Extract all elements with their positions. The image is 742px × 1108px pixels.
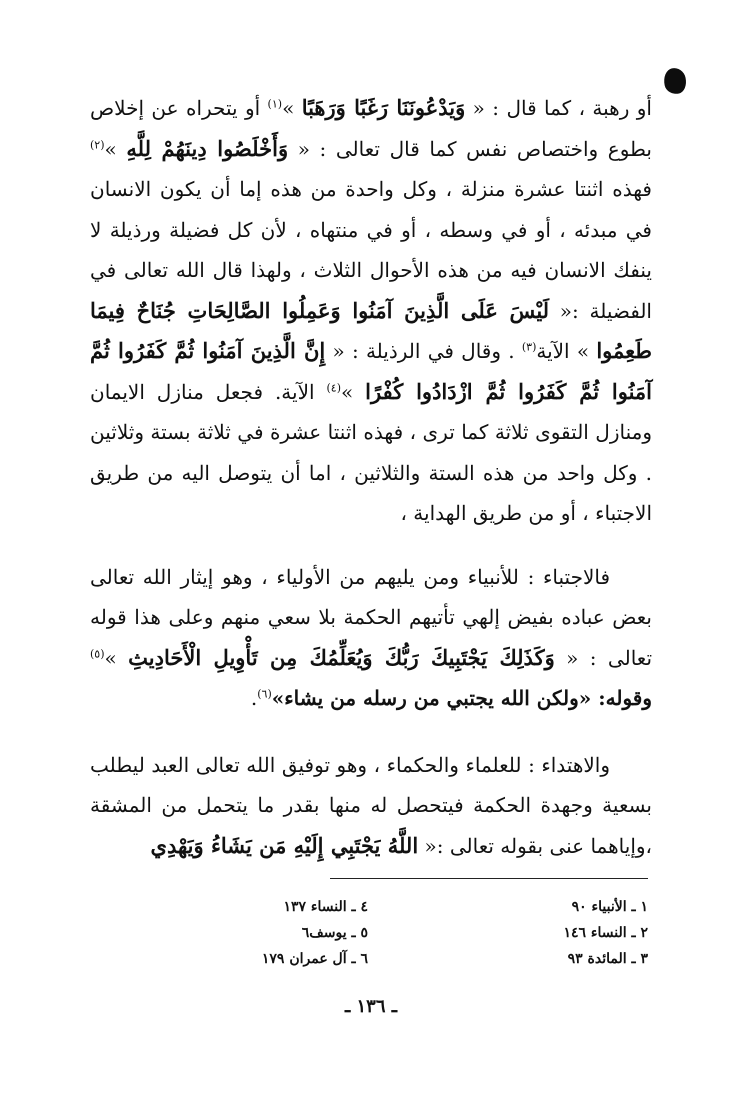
footnotes-column-left (262, 894, 368, 972)
quoted-text: وقوله: «ولكن الله يجتبي من رسله من يشاء» (271, 686, 652, 710)
footnote-1: ١ ـ الأنبياء ٩٠ (571, 899, 648, 915)
text-run: . (250, 686, 258, 710)
footnote-ref: (٦) (257, 687, 272, 701)
text-run: . وقال في الرذيلة : « (325, 339, 522, 363)
footnote-ref: (٥) (90, 646, 105, 660)
quran-quote: اللَّهُ يَجْتَبِي إِلَيْهِ مَن يَشَاءُ وَيَهْدِي (150, 832, 419, 858)
footnote-ref: (٢) (90, 137, 105, 151)
footnote-5: ٥ ـ يوسف٦ (301, 925, 368, 941)
text-run: » (104, 136, 127, 161)
quran-quote: وَيَدْعُونَنَا رَغَبًا وَرَهَبًا (301, 95, 466, 120)
footnote-ref: (٣) (521, 340, 537, 354)
footnote-4: ٤ ـ النساء ١٣٧ (283, 899, 368, 915)
quran-quote: إِنَّ الَّذِينَ آمَنُوا ثُمَّ كَفَرُوا ثُمَّ آمَنُوا ثُمَّ كَفَرُوا ثُمَّ ازْدَادُوا كُفْرًا (90, 338, 653, 404)
footnotes (198, 894, 648, 972)
quran-quote: وَكَذَلِكَ يَجْتَبِيكَ رَبُّكَ وَيُعَلِّمُكَ مِن تَأْوِيلِ الْأَحَادِيثِ (128, 644, 555, 670)
text-run: الآية. فجعل منازل الايمان ومنازل التقوى ثلاثة كما ترى ، فهذه اثنتا عشرة في ثلاثة بستة وثلاثين . وكل واحد من هذه الستة والثلاثين ، اما أن يتوصل اليه من طريق الاجتباء ، أو من طريق الهداية ، (90, 379, 652, 525)
text-run: » (282, 96, 302, 120)
quran-quote: لَيْسَ عَلَى الَّذِينَ آمَنُوا وَعَمِلُوا الصَّالِحَاتِ جُنَاحٌ فِيمَا طَعِمُوا (90, 297, 652, 363)
footnote-divider (330, 878, 648, 879)
body-text (90, 88, 652, 866)
footnote-ref: (٤) (326, 380, 341, 394)
footnotes-column-right (478, 894, 648, 972)
text-run: والاهتداء : للعلماء والحكماء ، وهو توفيق الله تعالى العبد ليطلب بسعية وجهدة الحكمة فيتحصل له منها بقدر ما يتحمل من المشقة ،وإياهما عنى بقوله تعالى :« (90, 752, 652, 858)
page-number: ـ ١٣٦ ـ (344, 996, 398, 1017)
text-run: فهذه اثنتا عشرة منزلة ، وكل واحدة من هذه إما أن يكون الانسان في مبدئه ، أو في وسطه ، أو في منتهاه ، لأن كل فضيلة ورذيلة لا ينفك الانسان فيه من هذه الأحوال الثلاث ، ولهذا قال الله تعالى في الفضيلة :« (90, 177, 652, 323)
text-run: أو يتحراه عن إخلاص بطوع واختصاص نفس كما قال تعالى : « (90, 96, 653, 161)
footnote-3: ٣ ـ المائدة ٩٣ (567, 951, 648, 967)
text-run: » الآية (536, 339, 597, 363)
text-run: » (341, 379, 366, 404)
footnote-2: ٢ ـ النساء ١٤٦ (563, 925, 648, 941)
paragraph-3 (90, 745, 652, 867)
text-run: أو رهبة ، كما قال : « (465, 96, 652, 120)
paragraph-1 (90, 88, 652, 534)
paragraph-2 (90, 557, 652, 719)
text-run: » (104, 645, 129, 670)
footnote-ref: (١) (267, 97, 283, 111)
quran-quote: وَأَخْلَصُوا دِينَهُمْ لِلَّهِ (126, 135, 289, 161)
footnote-6: ٦ ـ آل عمران ١٧٩ (261, 951, 368, 967)
ink-blot-mark (662, 66, 689, 96)
text-run: فالاجتباء : للأنبياء ومن يليهم من الأولياء ، وهو إيثار الله تعالى بعض عباده بفيض إلهي تأتيهم الحكمة بلا سعي منهم وعلى هذا قوله تعالى : « (90, 564, 653, 670)
